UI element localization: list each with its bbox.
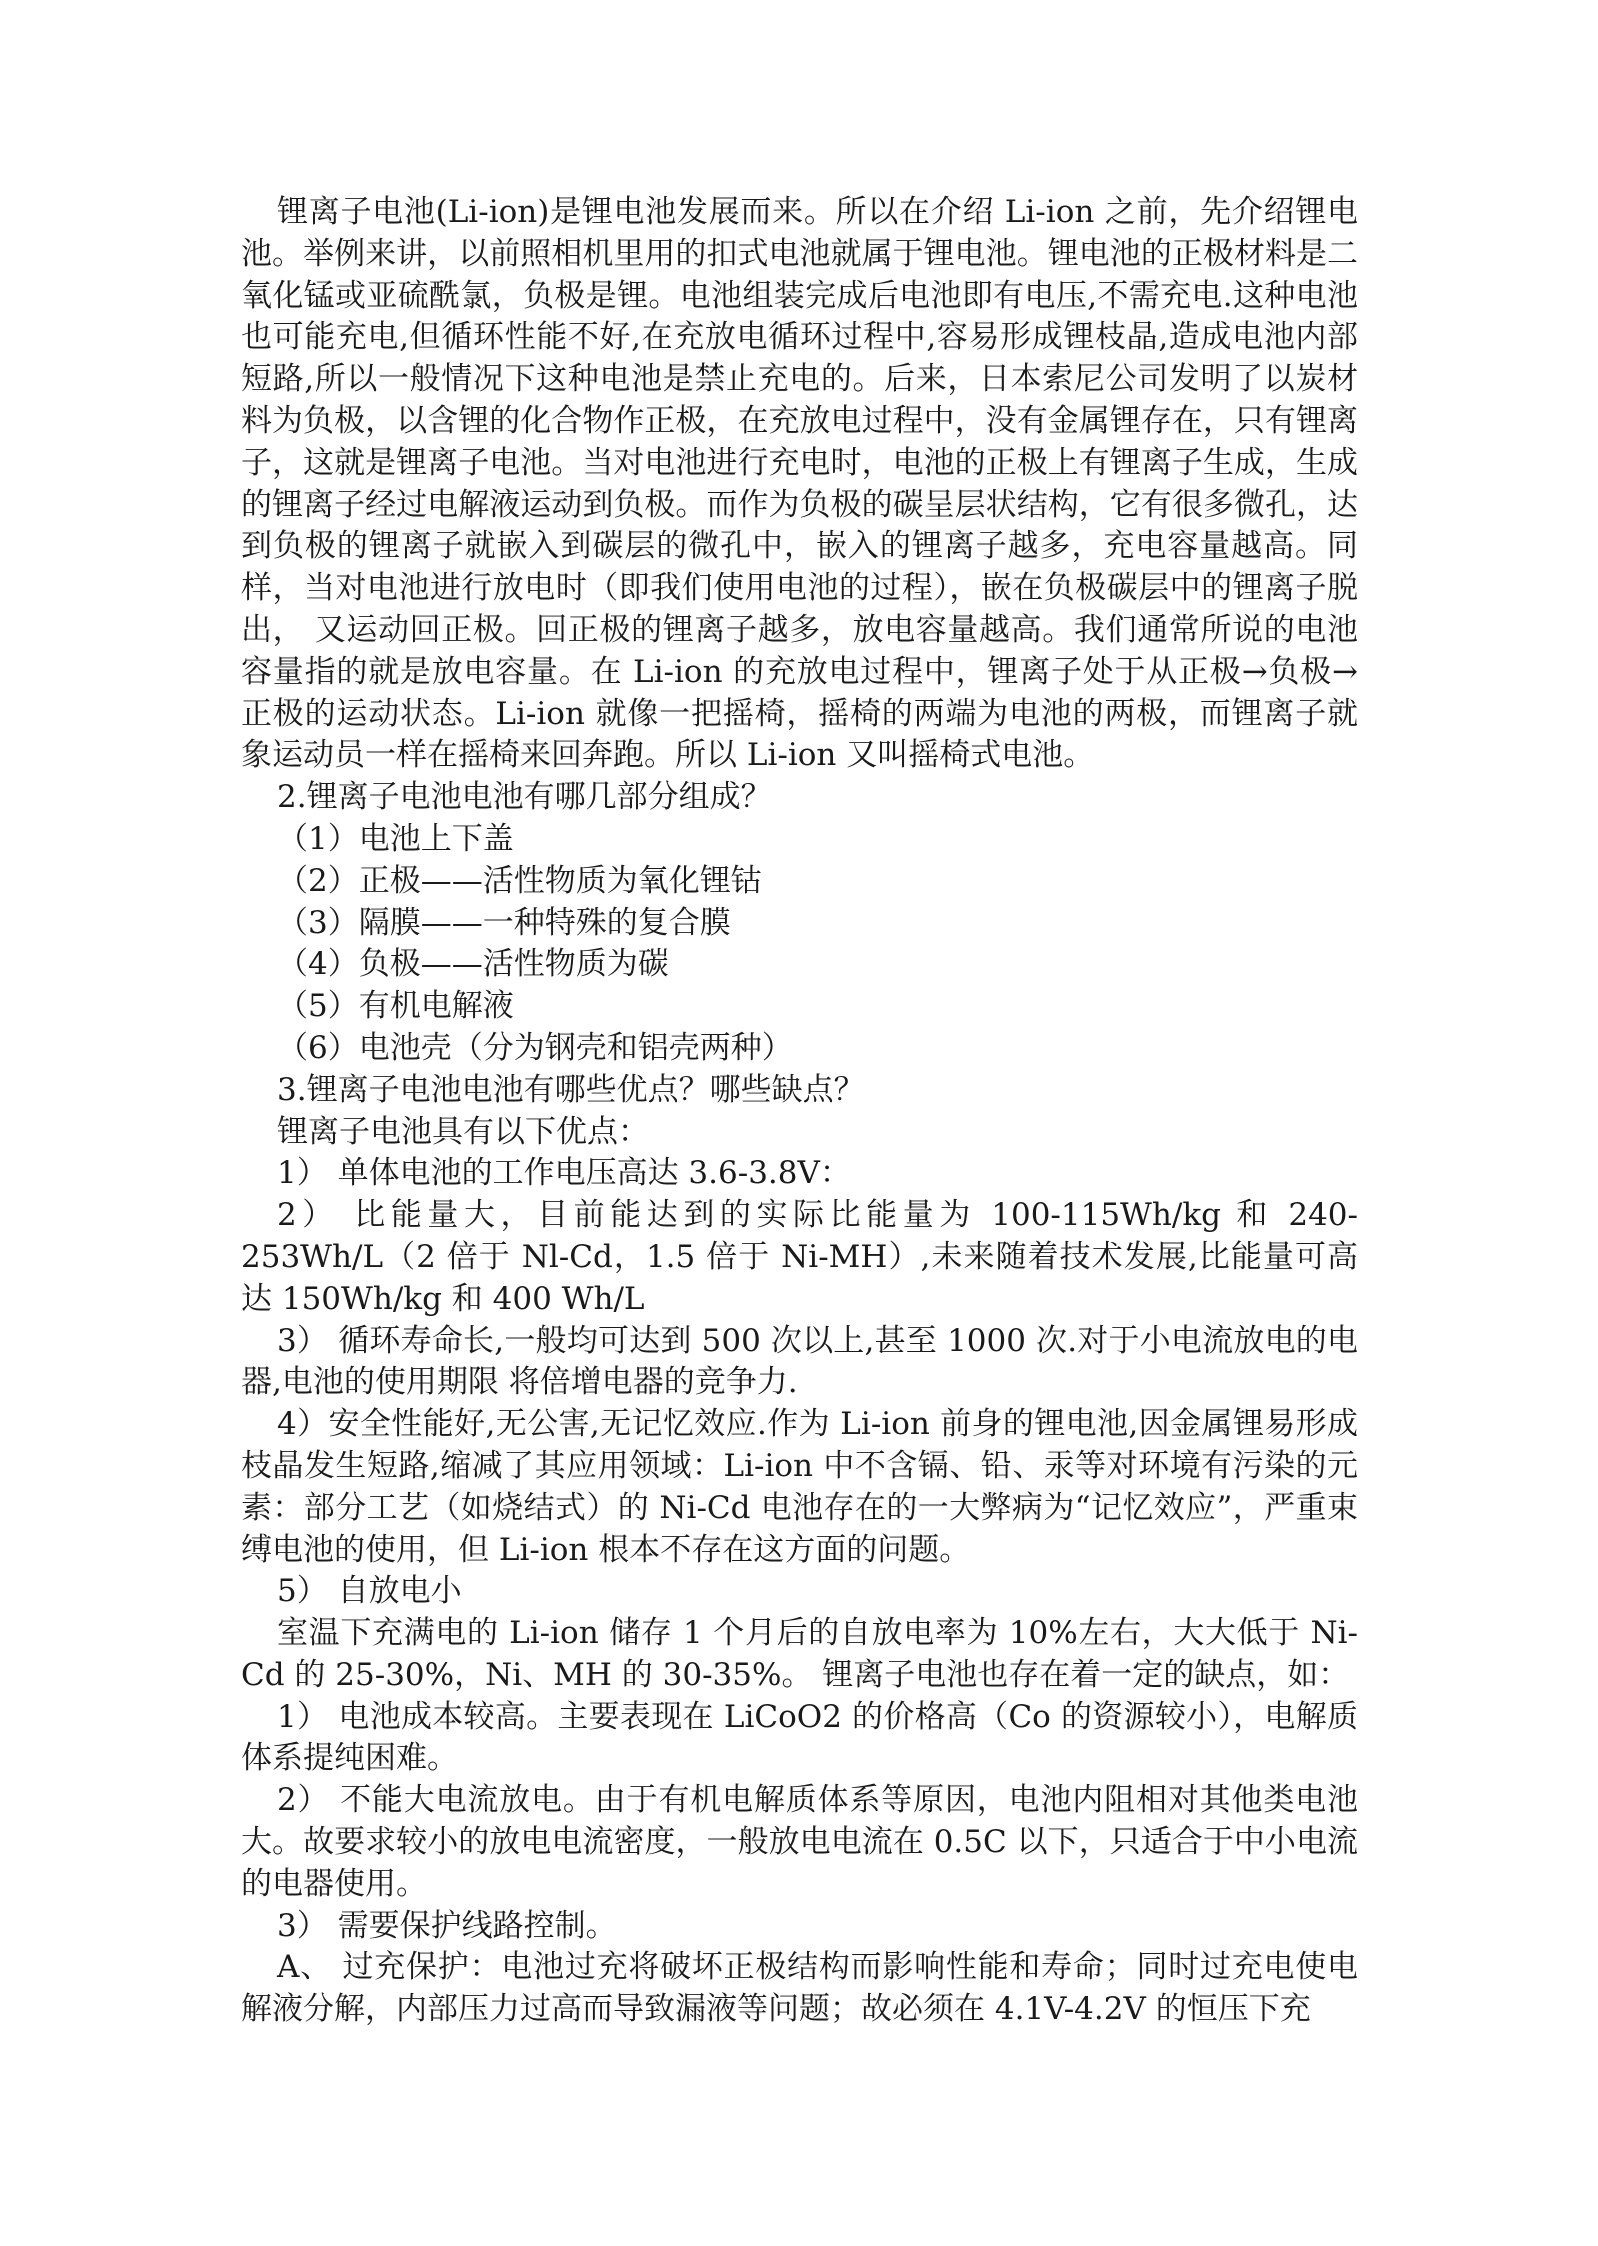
component-item: （4）负极——活性物质为碳 xyxy=(277,946,669,983)
advantage-item: 3） 循环寿命长,一般均可达到 500 次以上,甚至 1000 次.对于小电流放电的电器,电池的使用期限 将倍增电器的竞争力. xyxy=(241,1322,1358,1401)
advantage-item: 4）安全性能好,无公害,无记忆效应.作为 Li-ion 前身的锂电池,因金属锂易形成枝晶发生短路,缩减了其应用领域：Li-ion 中不含镉、铅、汞等对环境有污染的元素：部分工艺（如烧结式）的 Ni-Cd 电池存在的一大弊病为“记忆效应”，严重束缚电池的使用，但 Li-ion 根本不存在这方面的问题。 xyxy=(241,1406,1358,1568)
section-heading-components: 2.锂离子电池电池有哪几部分组成？ xyxy=(277,779,772,816)
document-body xyxy=(241,192,1358,2031)
advantage-item: 1） 单体电池的工作电压高达 3.6-3.8V： xyxy=(277,1155,851,1192)
self-discharge-paragraph: 室温下充满电的 Li-ion 储存 1 个月后的自放电率为 10%左右，大大低于 Ni-Cd 的 25-30%，Ni、MH 的 30-35%。 锂离子电池也存在着一定的缺点，如： xyxy=(241,1615,1358,1693)
section-heading-pros-cons: 3.锂离子电池电池有哪些优点？哪些缺点？ xyxy=(277,1071,865,1108)
component-item: （5）有机电解液 xyxy=(277,988,514,1025)
advantage-item: 5） 自放电小 xyxy=(277,1573,462,1610)
intro-paragraph: 锂离子电池(Li-ion)是锂电池发展而来。所以在介绍 Li-ion 之前，先介绍锂电池。举例来讲，以前照相机里用的扣式电池就属于锂电池。锂电池的正极材料是二氧化锰或亚硫酰氯，负极是锂。电池组装完成后电池即有电压,不需充电.这种电池也可能充电,但循环性能不好,在充放电循环过程中,容易形成锂枝晶,造成电池内部短路,所以一般情况下这种电池是禁止充电的。后来，日本索尼公司发明了以炭材料为负极，以含锂的化合物作正极，在充放电过程中，没有金属锂存在，只有锂离子，这就是锂离子电池。当对电池进行充电时，电池的正极上有锂离子生成，生成的锂离子经过电解液运动到负极。而作为负极的碳呈层状结构，它有很多微孔，达到负极的锂离子就嵌入到碳层的微孔中，嵌入的锂离子越多，充电容量越高。同样，当对电池进行放电时（即我们使用电池的过程），嵌在负极碳层中的锂离子脱出， 又运动回正极。回正极的锂离子越多，放电容量越高。我们通常所说的电池容量指的就是放电容量。在 Li-ion 的充放电过程中，锂离子处于从正极→负极→正极的运动状态。Li-ion 就像一把摇椅，摇椅的两端为电池的两极，而锂离子就象运动员一样在摇椅来回奔跑。所以 Li-ion 又叫摇椅式电池。 xyxy=(241,194,1358,774)
disadvantage-item: 1） 电池成本较高。主要表现在 LiCoO2 的价格高（Co 的资源较小），电解质体系提纯困难。 xyxy=(241,1698,1358,1777)
advantages-intro: 锂离子电池具有以下优点： xyxy=(277,1113,649,1150)
disadvantage-item: 2） 不能大电流放电。由于有机电解质体系等原因，电池内阻相对其他类电池大。故要求较小的放电电流密度，一般放电电流在 0.5C 以下，只适合于中小电流的电器使用。 xyxy=(241,1782,1358,1902)
component-item: （6）电池壳（分为钢壳和铝壳两种） xyxy=(277,1029,793,1066)
component-item: （1）电池上下盖 xyxy=(277,820,514,857)
component-item: （3）隔膜——一种特殊的复合膜 xyxy=(277,904,731,941)
advantage-item: 2） 比能量大，目前能达到的实际比能量为 100-115Wh/kg 和 240-253Wh/L（2 倍于 Nl-Cd，1.5 倍于 Ni-MH）,未来随着技术发展,比能量可高达 150Wh/kg 和 400 Wh/L xyxy=(241,1197,1358,1317)
protection-item: A、 过充保护：电池过充将破坏正极结构而影响性能和寿命；同时过充电使电解液分解，内部压力过高而导致漏液等问题；故必须在 4.1V-4.2V 的恒压下充 xyxy=(241,1949,1358,2028)
disadvantage-item: 3） 需要保护线路控制。 xyxy=(277,1907,617,1944)
component-item: （2）正极——活性物质为氧化锂钴 xyxy=(277,862,762,899)
